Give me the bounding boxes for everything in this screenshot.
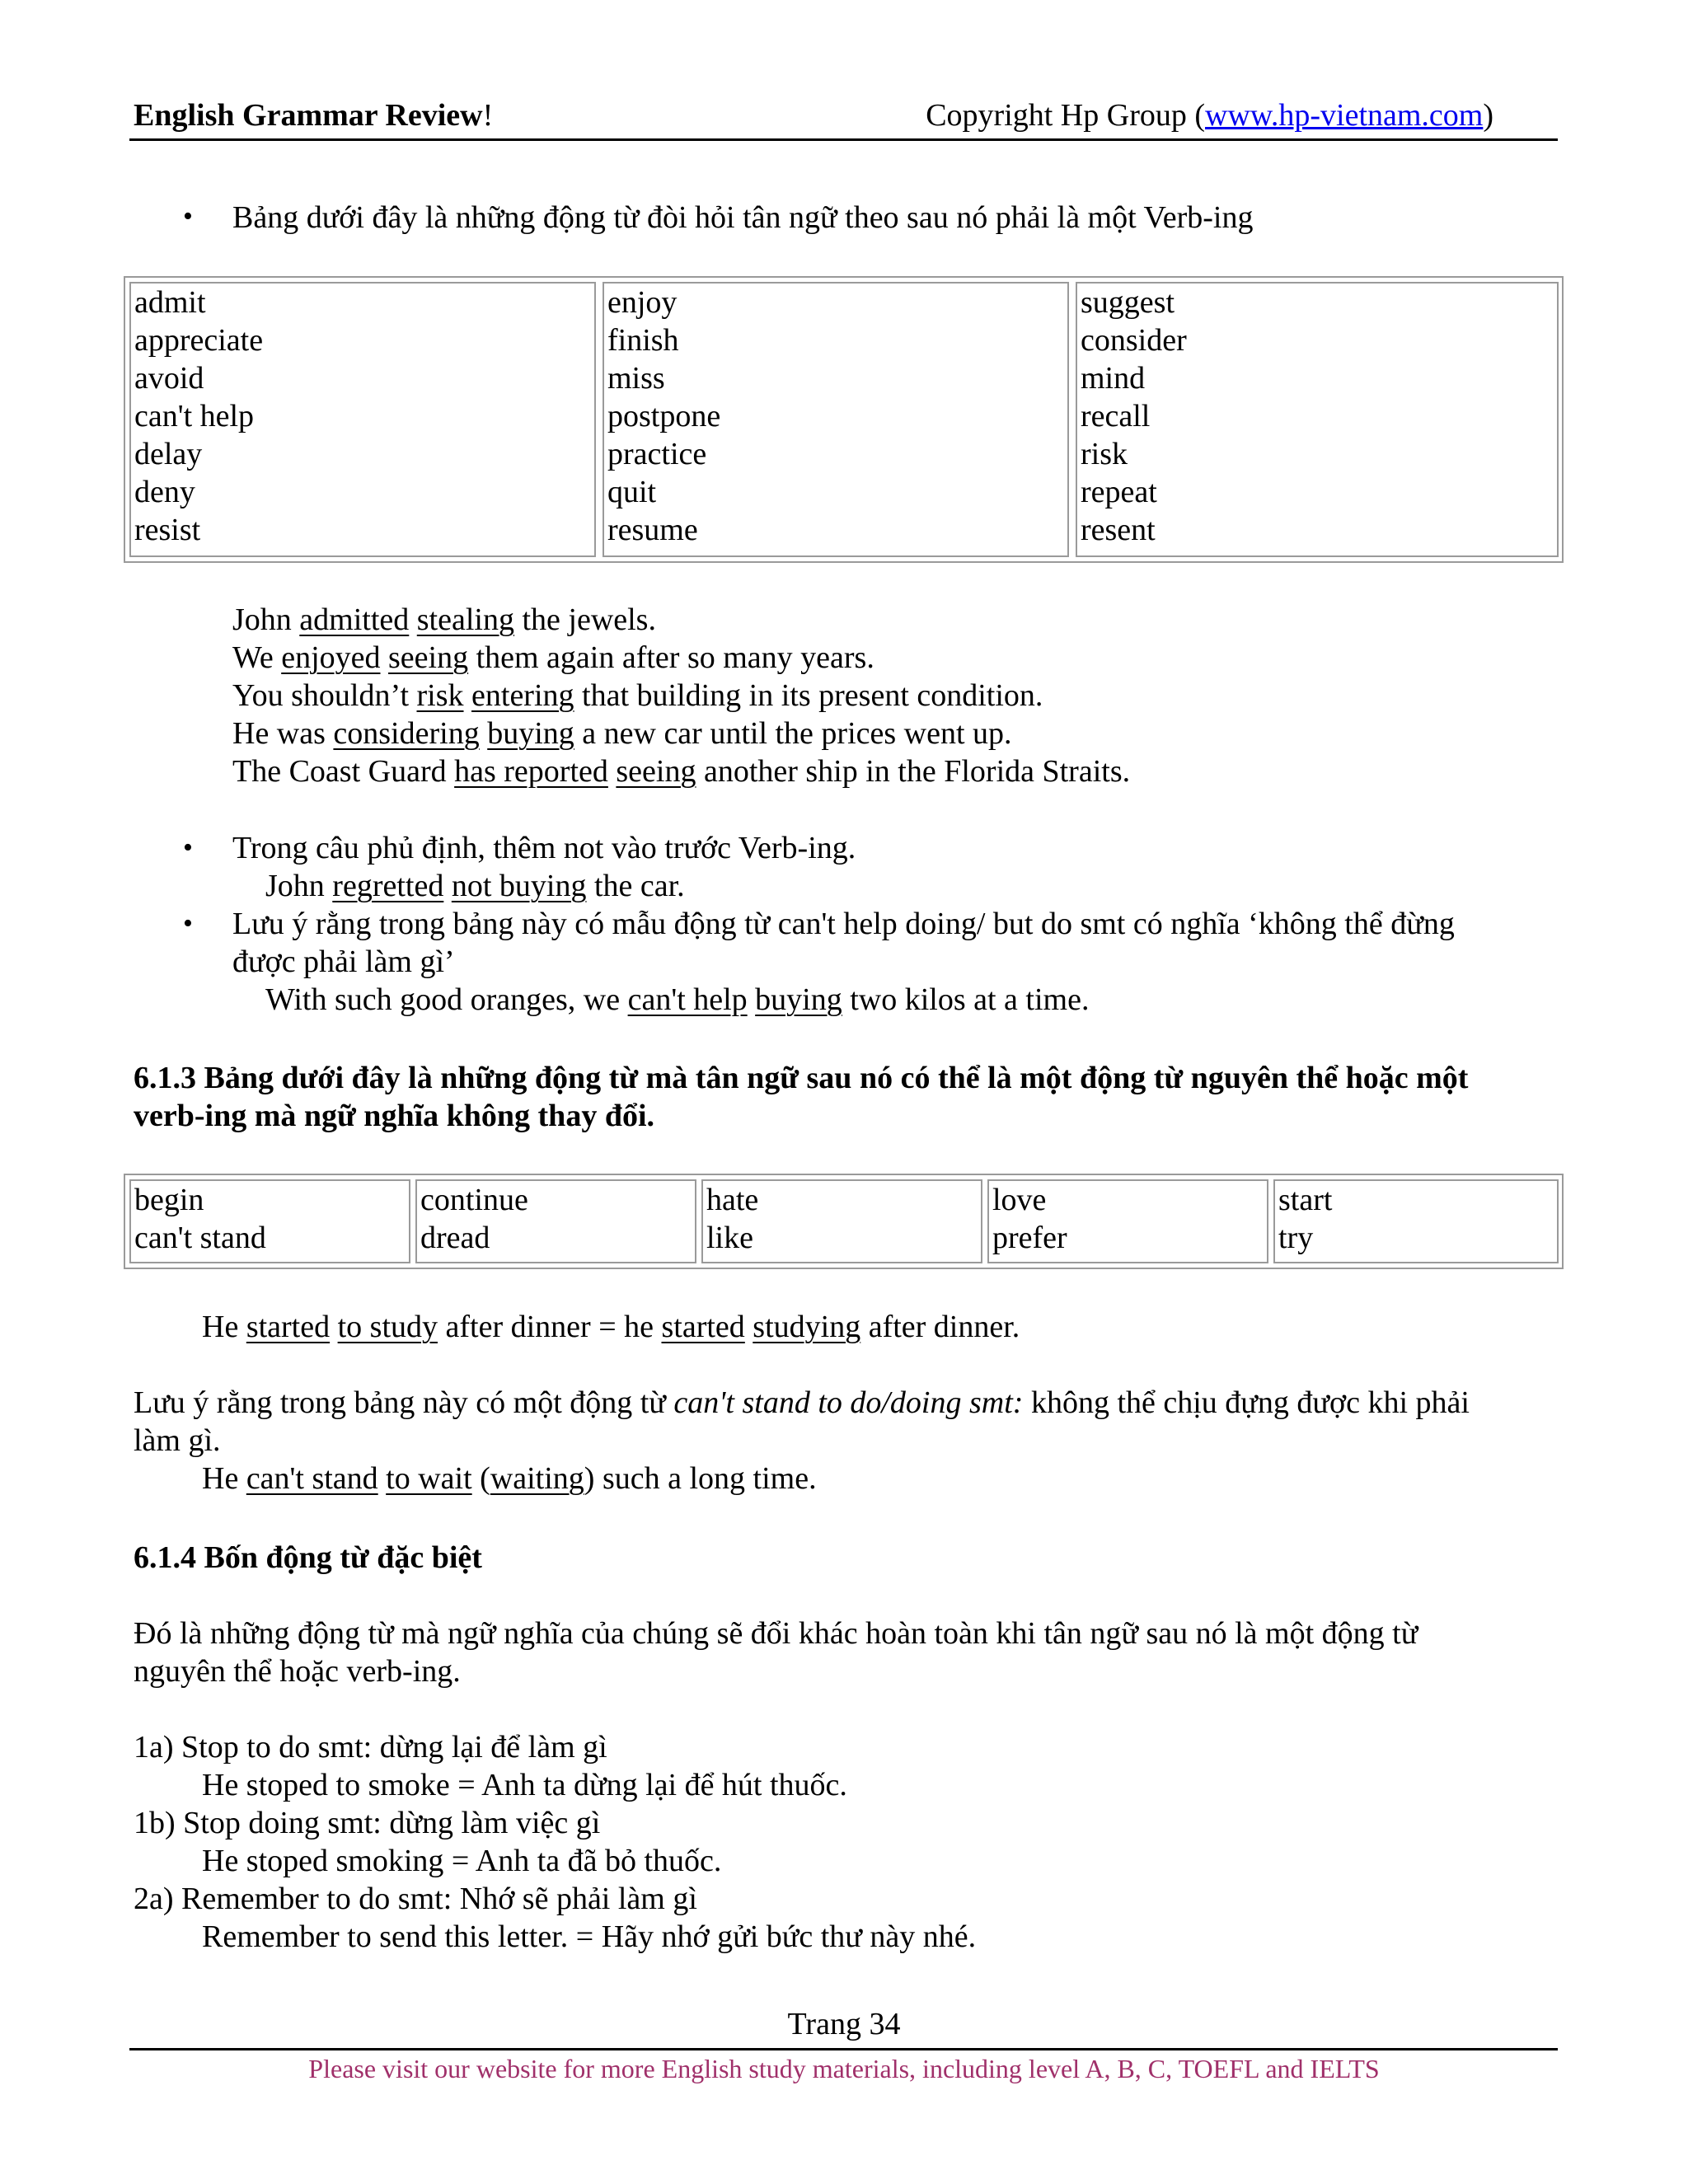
bullet-text: Lưu ý rằng trong bảng này có mẫu động từ can't help doing/ but do smt có nghĩa ‘không thể đừng — [232, 907, 1455, 941]
table-cell: quit — [607, 475, 657, 509]
bullet-icon: • — [183, 201, 193, 232]
table-cell: resume — [607, 513, 698, 547]
website-link[interactable]: www.hp-vietnam.com — [1205, 98, 1484, 133]
example-sentence: He stoped smoking = Anh ta đã bỏ thuốc. — [202, 1844, 722, 1878]
infinitive-or-gerund-table — [124, 1174, 1564, 1269]
table-cell: love — [992, 1183, 1047, 1217]
header-divider — [129, 138, 1558, 141]
example-sentence: With such good oranges, we can't help buying two kilos at a time. — [265, 982, 1090, 1017]
table-cell: consider — [1081, 323, 1187, 358]
table-cell: can't stand — [134, 1221, 266, 1255]
example-sentence: He was considering buying a new car until the prices went up. — [232, 716, 1012, 751]
example-sentence: The Coast Guard has reported seeing another ship in the Florida Straits. — [232, 754, 1131, 789]
table-cell: enjoy — [607, 285, 678, 320]
table-cell: prefer — [992, 1221, 1067, 1255]
section-heading: verb-ing mà ngữ nghĩa không thay đổi. — [134, 1099, 655, 1133]
table2-column-3 — [701, 1179, 982, 1263]
intro-bullet-text: Bảng dưới đây là những động từ đòi hỏi tân ngữ theo sau nó phải là một Verb-ing — [232, 200, 1254, 235]
table-cell: risk — [1081, 437, 1128, 471]
table1-column-1 — [129, 282, 596, 557]
table-cell: suggest — [1081, 285, 1175, 320]
section-heading: 6.1.4 Bốn động từ đặc biệt — [134, 1540, 482, 1575]
section-heading: 6.1.3 Bảng dưới đây là những động từ mà tân ngữ sau nó có thể là một động từ nguyên thể hoặc một — [134, 1061, 1469, 1095]
example-sentence: He started to study after dinner = he started studying after dinner. — [202, 1310, 1020, 1344]
bullet-icon: • — [183, 908, 193, 939]
header-copyright: Copyright Hp Group (www.hp-vietnam.com) — [926, 98, 1493, 133]
example-sentence: He can't stand to wait (waiting) such a long time. — [202, 1461, 817, 1496]
table-cell: practice — [607, 437, 707, 471]
table-cell: avoid — [134, 361, 204, 396]
table-cell: miss — [607, 361, 665, 396]
example-sentence: You shouldn’t risk entering that building in its present condition. — [232, 678, 1043, 713]
bullet-text: được phải làm gì’ — [232, 944, 455, 979]
paragraph-text: nguyên thể hoặc verb-ing. — [134, 1654, 461, 1689]
example-sentence: We enjoyed seeing them again after so many years. — [232, 640, 874, 675]
table-cell: repeat — [1081, 475, 1157, 509]
note-text: Lưu ý rằng trong bảng này có một động từ can't stand to do/doing smt: không thể chịu đựng được khi phải — [134, 1385, 1470, 1420]
table2-column-2 — [415, 1179, 696, 1263]
example-sentence: John admitted stealing the jewels. — [232, 602, 656, 637]
page-header — [134, 97, 1558, 143]
note-text: làm gì. — [134, 1423, 221, 1458]
table-cell: dread — [420, 1221, 490, 1255]
table-cell: recall — [1081, 399, 1151, 434]
table-cell: start — [1278, 1183, 1333, 1217]
table-cell: delay — [134, 437, 203, 471]
table-cell: can't help — [134, 399, 255, 434]
table1-column-2 — [603, 282, 1069, 557]
paragraph-text: Đó là những động từ mà ngữ nghĩa của chúng sẽ đổi khác hoàn toàn khi tân ngữ sau nó là một động từ — [134, 1616, 1418, 1651]
footer-divider — [129, 2048, 1558, 2050]
table-cell: deny — [134, 475, 195, 509]
header-title: English Grammar Review! — [134, 98, 494, 133]
list-item: 1a) Stop to do smt: dừng lại để làm gì — [134, 1730, 607, 1765]
bullet-icon: • — [183, 832, 193, 863]
table-cell: hate — [706, 1183, 759, 1217]
table-cell: resist — [134, 513, 201, 547]
table-cell: mind — [1081, 361, 1146, 396]
page-number: Trang 34 — [787, 2007, 901, 2041]
example-sentence: He stoped to smoke = Anh ta dừng lại để hút thuốc. — [202, 1768, 847, 1802]
table1-column-3 — [1076, 282, 1559, 557]
list-item: 2a) Remember to do smt: Nhớ sẽ phải làm gì — [134, 1882, 697, 1916]
table2-column-1 — [129, 1179, 410, 1263]
table-cell: begin — [134, 1183, 204, 1217]
table2-column-4 — [987, 1179, 1268, 1263]
example-sentence: Remember to send this letter. = Hãy nhớ gửi bức thư này nhé. — [202, 1919, 977, 1954]
table2-column-5 — [1273, 1179, 1559, 1263]
bullet-text: Trong câu phủ định, thêm not vào trước Verb-ing. — [232, 831, 856, 865]
table-cell: try — [1278, 1221, 1314, 1255]
table-cell: finish — [607, 323, 679, 358]
footer-note: Please visit our website for more English study materials, including level A, B, C, TOEFL and IELTS — [308, 2054, 1380, 2083]
table-cell: resent — [1081, 513, 1156, 547]
table-cell: continue — [420, 1183, 528, 1217]
verb-ing-table — [124, 276, 1564, 563]
list-item: 1b) Stop doing smt: dừng làm việc gì — [134, 1806, 601, 1840]
table-cell: postpone — [607, 399, 721, 434]
table-cell: admit — [134, 285, 206, 320]
table-cell: like — [706, 1221, 753, 1255]
example-sentence: John regretted not buying the car. — [265, 869, 685, 903]
table-cell: appreciate — [134, 323, 264, 358]
